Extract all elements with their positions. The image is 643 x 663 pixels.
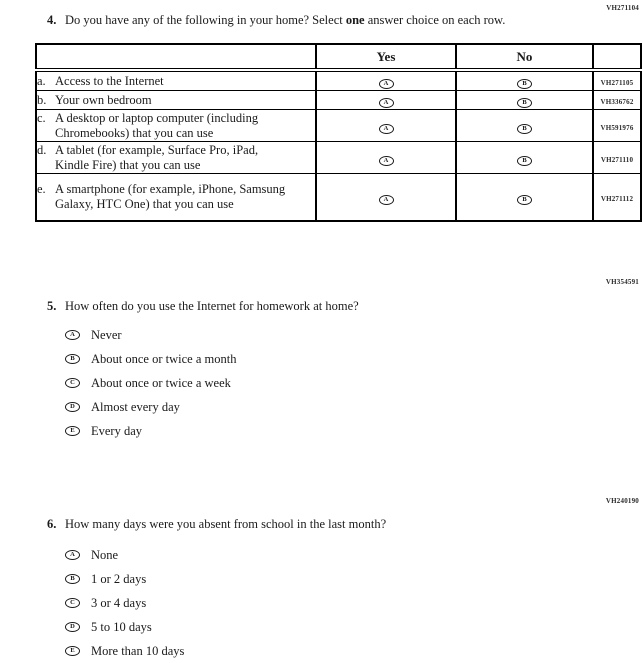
question-5 — [47, 299, 623, 314]
row-d-no-bubble[interactable]: B — [517, 156, 532, 166]
table-row-d — [36, 142, 641, 174]
item-code-q4: VH271104 — [606, 4, 639, 12]
row-b-label: b. Your own bedroom — [36, 91, 316, 110]
q5-option-e-bubble[interactable]: E — [65, 426, 80, 436]
q5-option-a-bubble[interactable]: A — [65, 330, 80, 340]
question-5-number: 5. — [47, 299, 57, 313]
row-a-code-cell — [593, 70, 641, 91]
row-d-yes-bubble[interactable]: A — [379, 156, 394, 166]
q6-option-b-label: 1 or 2 days — [91, 571, 147, 586]
row-d-no-cell — [456, 142, 593, 174]
q5-option-never — [65, 323, 643, 347]
table-row-c — [36, 110, 641, 142]
row-d-yes-cell — [316, 142, 456, 174]
q5-option-c-bubble[interactable]: C — [65, 378, 80, 388]
q6-option-1-2-days — [65, 567, 643, 591]
q6-options — [65, 543, 643, 663]
row-a-yes-bubble[interactable]: A — [379, 79, 394, 89]
row-e-yes-bubble[interactable]: A — [379, 195, 394, 205]
row-b-yes-bubble[interactable]: A — [379, 98, 394, 108]
q5-option-a-label: Never — [91, 327, 122, 342]
row-c-code-cell — [593, 110, 641, 142]
row-a-no-bubble[interactable]: B — [517, 79, 532, 89]
row-e-code-cell — [593, 174, 641, 222]
question-5-text: How often do you use the Internet for homework at home? — [65, 299, 359, 313]
row-b-yes-cell — [316, 91, 456, 110]
row-c-no-bubble[interactable]: B — [517, 124, 532, 134]
q5-option-e-label: Every day — [91, 423, 143, 438]
row-c-no-cell — [456, 110, 593, 142]
item-code-row-c: VH591976 — [600, 123, 634, 132]
q5-option-b-label: About once or twice a month — [91, 351, 237, 366]
row-b-code-cell — [593, 91, 641, 110]
item-code-q5: VH354591 — [605, 278, 639, 286]
q6-option-c-bubble[interactable]: C — [65, 598, 80, 608]
row-b-no-bubble[interactable]: B — [517, 98, 532, 108]
q5-option-b-bubble[interactable]: B — [65, 354, 80, 364]
q6-option-a-label: None — [91, 547, 119, 562]
row-d-label: d. A tablet (for example, Surface Pro, iPad, Kindle Fire) that you can use — [36, 142, 316, 174]
item-code-row-a: VH271105 — [600, 79, 634, 87]
q6-option-d-bubble[interactable]: D — [65, 622, 80, 632]
item-code-q6: VH240190 — [605, 497, 639, 505]
table-row-b — [36, 91, 641, 110]
table-row-e — [36, 174, 641, 222]
item-code-row-b: VH336762 — [600, 98, 634, 106]
q6-option-more-than-10-days — [65, 639, 643, 663]
table-row-a — [36, 70, 641, 91]
q5-option-d-label: Almost every day — [91, 399, 180, 414]
row-c-yes-bubble[interactable]: A — [379, 124, 394, 134]
q5-option-month — [65, 347, 643, 371]
q5-option-every-day — [65, 419, 643, 443]
row-a-no-cell — [456, 70, 593, 91]
q4-header-no: No — [456, 44, 593, 70]
q4-answer-table — [35, 43, 642, 222]
row-d-code-cell — [593, 142, 641, 174]
question-4 — [47, 13, 623, 28]
row-e-yes-cell — [316, 174, 456, 222]
question-6-number: 6. — [47, 517, 57, 531]
row-b-no-cell — [456, 91, 593, 110]
row-c-yes-cell — [316, 110, 456, 142]
question-4-number: 4. — [47, 13, 57, 27]
q4-header-code-blank — [593, 44, 641, 70]
row-a-yes-cell — [316, 70, 456, 91]
q5-option-d-bubble[interactable]: D — [65, 402, 80, 412]
q5-option-c-label: About once or twice a week — [91, 375, 231, 390]
q6-option-5-10-days — [65, 615, 643, 639]
q4-header-yes: Yes — [316, 44, 456, 70]
q5-option-almost-every-day — [65, 395, 643, 419]
q6-option-c-label: 3 or 4 days — [91, 595, 147, 610]
row-e-label: e. A smartphone (for example, iPhone, Samsung Galaxy, HTC One) that you can use — [36, 174, 316, 222]
question-6 — [47, 517, 623, 532]
q6-option-3-4-days — [65, 591, 643, 615]
question-6-text: How many days were you absent from school in the last month? — [65, 517, 387, 531]
q6-option-a-bubble[interactable]: A — [65, 550, 80, 560]
item-code-row-d: VH271110 — [600, 155, 634, 164]
row-e-no-cell — [456, 174, 593, 222]
q4-header-blank — [36, 44, 316, 70]
q6-option-none — [65, 543, 643, 567]
q5-options — [65, 323, 643, 443]
row-e-no-bubble[interactable]: B — [517, 195, 532, 205]
q6-option-d-label: 5 to 10 days — [91, 619, 152, 634]
q6-option-e-bubble[interactable]: E — [65, 646, 80, 656]
item-code-row-e: VH271112 — [600, 195, 634, 203]
q5-option-week — [65, 371, 643, 395]
question-4-text: Do you have any of the following in your home? Select one answer choice on each row. — [65, 13, 506, 27]
q4-table-header-row — [36, 44, 641, 70]
row-a-label: a. Access to the Internet — [36, 70, 316, 91]
q6-option-b-bubble[interactable]: B — [65, 574, 80, 584]
q6-option-e-label: More than 10 days — [91, 643, 185, 658]
row-c-label: c. A desktop or laptop computer (including Chromebooks) that you can use — [36, 110, 316, 142]
